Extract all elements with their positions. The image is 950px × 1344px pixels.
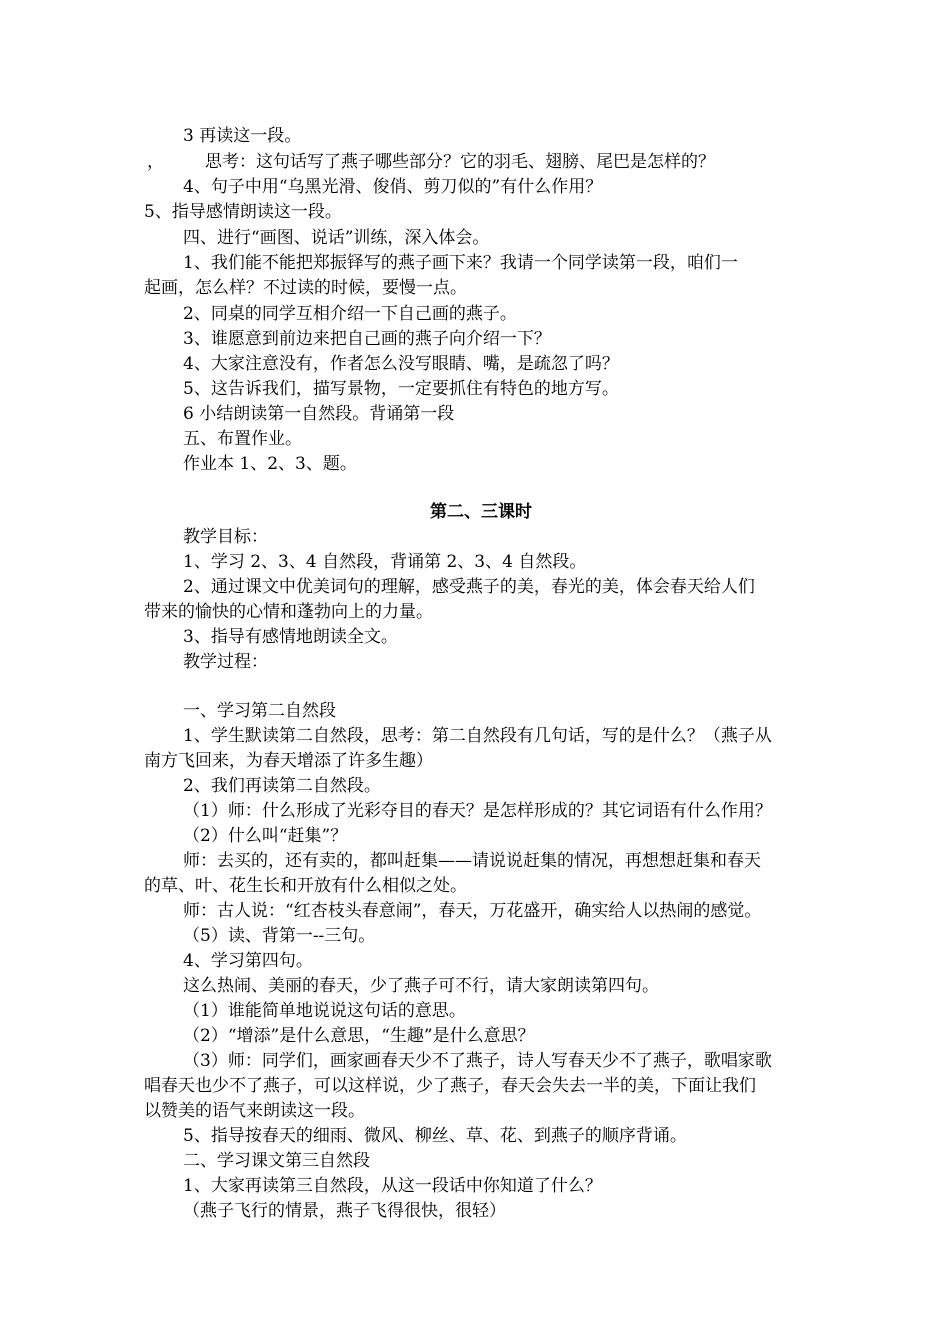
- text-line: 4、句子中用“乌黑光滑、俊俏、剪刀似的”有什么作用？: [183, 177, 603, 197]
- text-line: （2）什么叫“赶集”？: [183, 826, 348, 846]
- text-line: 教学目标：: [183, 527, 268, 547]
- text-line: （燕子飞行的情景，燕子飞得很快，很轻）: [183, 1201, 506, 1221]
- text-line: 5、指导感情朗读这一段。: [144, 202, 342, 222]
- text-line: 1、大家再读第三自然段，从这一段话中你知道了什么？: [183, 1176, 602, 1196]
- text-line: 教学过程：: [183, 652, 268, 672]
- text-line: ，: [147, 152, 164, 172]
- text-line: 二、学习课文第三自然段: [183, 1151, 370, 1171]
- text-line: 5、指导按春天的细雨、微风、柳丝、草、花、到燕子的顺序背诵。: [183, 1126, 687, 1146]
- text-line: 唱春天也少不了燕子，可以这样说，少了燕子，春天会失去一半的美，下面让我们: [144, 1076, 756, 1096]
- text-line: 起画，怎么样？不过读的时候，要慢一点。: [144, 278, 467, 298]
- text-line: 3、指导有感情地朗读全文。: [183, 627, 398, 647]
- text-line: 作业本 1、2、3、题。: [183, 454, 357, 474]
- text-line: 五、布置作业。: [183, 429, 302, 449]
- text-line: （3）师：同学们，画家画春天少不了燕子，诗人写春天少不了燕子，歌唱家歌: [183, 1051, 772, 1071]
- text-line: （2）“增添”是什么意思，“生趣”是什么意思？: [183, 1026, 535, 1046]
- text-line: 思考：这句话写了燕子哪些部分？它的羽毛、翅膀、尾巴是怎样的？: [205, 152, 715, 172]
- text-line: 5、这告诉我们，描写景物，一定要抓住有特色的地方写。: [183, 379, 619, 399]
- text-line: 以赞美的语气来朗读这一段。: [144, 1101, 365, 1121]
- text-line: 南方飞回来，为春天增添了许多生趣）: [144, 751, 433, 771]
- section-title: 第二、三课时: [430, 502, 532, 522]
- text-line: 4、学习第四句。: [183, 951, 313, 971]
- text-line: 2、同桌的同学互相介绍一下自己画的燕子。: [183, 304, 517, 324]
- text-line: 2、我们再读第二自然段。: [183, 776, 381, 796]
- text-line: 6 小结朗读第一自然段。背诵第一段: [183, 404, 455, 424]
- text-line: 一、学习第二自然段: [183, 701, 336, 721]
- text-line: 1、学生默读第二自然段，思考：第二自然段有几句话，写的是什么？（燕子从: [183, 726, 772, 746]
- text-line: （1）谁能简单地说说这句话的意思。: [183, 1001, 466, 1021]
- text-line: （1）师：什么形成了光彩夺目的春天？是怎样形成的？其它词语有什么作用？: [183, 801, 772, 821]
- text-line: 4、大家注意没有，作者怎么没写眼睛、嘴，是疏忽了吗？: [183, 354, 619, 374]
- text-line: 1、我们能不能把郑振铎写的燕子画下来？我请一个同学读第一段，咱们一: [183, 253, 738, 273]
- text-line: 3、谁愿意到前边来把自己画的燕子向介绍一下？: [183, 329, 551, 349]
- text-line: 四、进行“画图、说话”训练，深入体会。: [183, 228, 490, 248]
- text-line: 师：去买的，还有卖的，都叫赶集——请说说赶集的情况，再想想赶集和春天: [183, 851, 761, 871]
- text-line: 1、学习 2、3、4 自然段，背诵第 2、3、4 自然段。: [183, 552, 587, 572]
- text-line: （5）读、背第一--三句。: [183, 926, 376, 946]
- text-line: 师：古人说：“红杏枝头春意闹”，春天，万花盛开，确实给人以热闹的感觉。: [183, 901, 762, 921]
- text-line: 2、通过课文中优美词句的理解，感受燕子的美，春光的美，体会春天给人们: [183, 577, 755, 597]
- text-line: 这么热闹、美丽的春天，少了燕子可不行，请大家朗读第四句。: [183, 976, 659, 996]
- text-line: 3 再读这一段。: [183, 126, 302, 146]
- text-line: 带来的愉快的心情和蓬勃向上的力量。: [144, 602, 433, 622]
- text-line: 的草、叶、花生长和开放有什么相似之处。: [144, 876, 467, 896]
